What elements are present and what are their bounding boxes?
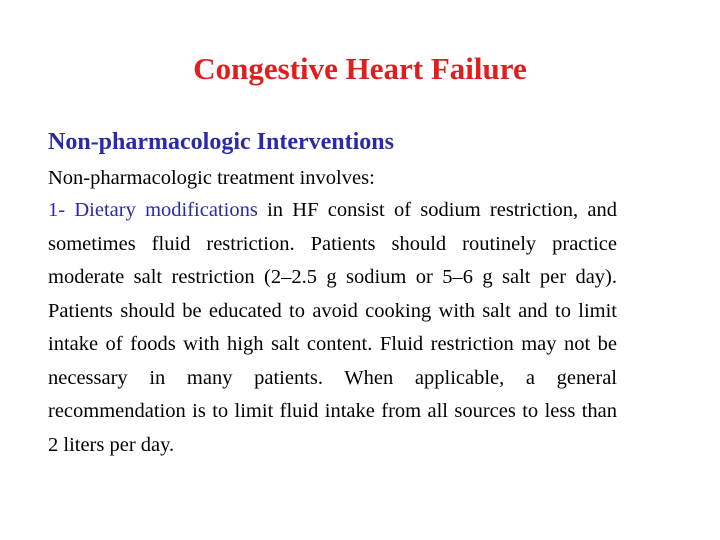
item-heading: Dietary modifications xyxy=(74,199,258,221)
item-number: 1- xyxy=(48,199,66,221)
section-heading: Non-pharmacologic Interventions xyxy=(48,129,394,155)
slide-title: Congestive Heart Failure xyxy=(193,51,527,86)
intro-text: Non-pharmacologic treatment involves: xyxy=(48,167,375,189)
item-text: in HF consist of sodium restriction, and sometimes fluid restriction. Patients should routinely practice moderate salt restriction (2–2.5 g sodium or 5–6 g salt per day). Patients should be educated to avoid cooking with salt and to limit intake of foods with high salt content. Fluid restriction may not be necessary in many patients. When applicable, a general recommendation is to limit fluid intake from all sources to less than 2 liters per day. xyxy=(48,199,618,456)
dietary-modifications-paragraph xyxy=(48,194,617,462)
